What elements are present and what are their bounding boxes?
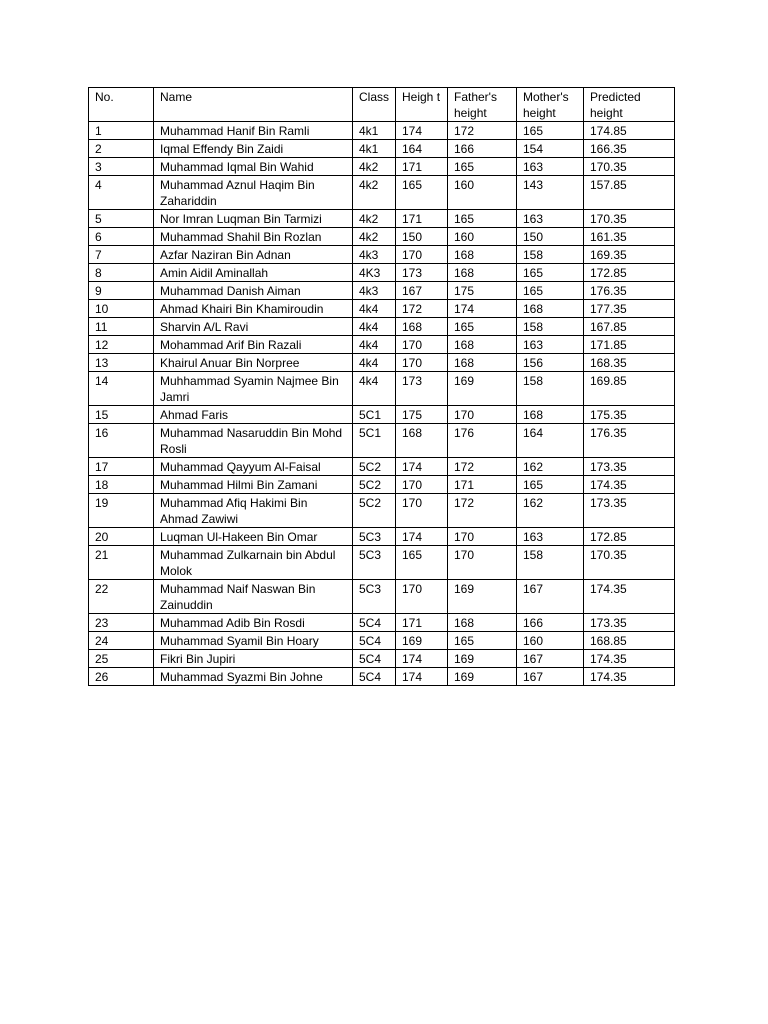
cell-class: 4k2 <box>353 210 396 228</box>
cell-class: 4k3 <box>353 246 396 264</box>
table-row <box>89 372 675 406</box>
cell-name: Muhammad Iqmal Bin Wahid <box>154 158 353 176</box>
cell-fathers-height: 169 <box>448 580 517 614</box>
cell-name: Mohammad Arif Bin Razali <box>154 336 353 354</box>
cell-height: 174 <box>396 650 448 668</box>
cell-no: 7 <box>89 246 154 264</box>
cell-mothers-height: 165 <box>517 282 584 300</box>
cell-class: 5C4 <box>353 614 396 632</box>
cell-mothers-height: 164 <box>517 424 584 458</box>
cell-predicted-height: 170.35 <box>584 210 675 228</box>
cell-predicted-height: 172.85 <box>584 264 675 282</box>
cell-class: 4k1 <box>353 122 396 140</box>
cell-class: 5C4 <box>353 632 396 650</box>
cell-mothers-height: 168 <box>517 406 584 424</box>
cell-no: 8 <box>89 264 154 282</box>
table-row <box>89 546 675 580</box>
header-no: No. <box>89 88 154 122</box>
table-row <box>89 246 675 264</box>
cell-no: 25 <box>89 650 154 668</box>
cell-no: 19 <box>89 494 154 528</box>
cell-class: 5C4 <box>353 668 396 686</box>
cell-name: Luqman Ul-Hakeen Bin Omar <box>154 528 353 546</box>
cell-class: 5C1 <box>353 424 396 458</box>
cell-height: 174 <box>396 458 448 476</box>
cell-predicted-height: 161.35 <box>584 228 675 246</box>
cell-predicted-height: 173.35 <box>584 458 675 476</box>
table-row <box>89 406 675 424</box>
cell-height: 172 <box>396 300 448 318</box>
cell-fathers-height: 160 <box>448 176 517 210</box>
cell-predicted-height: 174.35 <box>584 580 675 614</box>
cell-mothers-height: 168 <box>517 300 584 318</box>
cell-predicted-height: 172.85 <box>584 528 675 546</box>
cell-fathers-height: 169 <box>448 372 517 406</box>
cell-predicted-height: 168.85 <box>584 632 675 650</box>
header-predicted-height: Predicted height <box>584 88 675 122</box>
cell-no: 26 <box>89 668 154 686</box>
cell-mothers-height: 165 <box>517 264 584 282</box>
cell-height: 167 <box>396 282 448 300</box>
cell-name: Muhammad Hanif Bin Ramli <box>154 122 353 140</box>
cell-no: 21 <box>89 546 154 580</box>
cell-mothers-height: 158 <box>517 372 584 406</box>
cell-predicted-height: 169.35 <box>584 246 675 264</box>
header-height: Heigh t <box>396 88 448 122</box>
cell-name: Sharvin A/L Ravi <box>154 318 353 336</box>
cell-predicted-height: 176.35 <box>584 282 675 300</box>
cell-no: 3 <box>89 158 154 176</box>
cell-predicted-height: 177.35 <box>584 300 675 318</box>
cell-mothers-height: 154 <box>517 140 584 158</box>
student-height-table <box>88 87 675 686</box>
table-row <box>89 494 675 528</box>
cell-fathers-height: 165 <box>448 632 517 650</box>
cell-no: 10 <box>89 300 154 318</box>
cell-height: 168 <box>396 424 448 458</box>
cell-name: Muhammad Adib Bin Rosdi <box>154 614 353 632</box>
cell-fathers-height: 169 <box>448 668 517 686</box>
cell-no: 18 <box>89 476 154 494</box>
cell-predicted-height: 170.35 <box>584 158 675 176</box>
cell-fathers-height: 165 <box>448 158 517 176</box>
cell-mothers-height: 156 <box>517 354 584 372</box>
cell-height: 168 <box>396 318 448 336</box>
cell-fathers-height: 170 <box>448 406 517 424</box>
cell-name: Muhammad Shahil Bin Rozlan <box>154 228 353 246</box>
cell-predicted-height: 168.35 <box>584 354 675 372</box>
header-mothers-height: Mother's height <box>517 88 584 122</box>
table-row <box>89 614 675 632</box>
cell-mothers-height: 163 <box>517 158 584 176</box>
table-row <box>89 282 675 300</box>
header-class: Class <box>353 88 396 122</box>
cell-no: 20 <box>89 528 154 546</box>
cell-predicted-height: 175.35 <box>584 406 675 424</box>
cell-no: 12 <box>89 336 154 354</box>
cell-predicted-height: 171.85 <box>584 336 675 354</box>
cell-predicted-height: 166.35 <box>584 140 675 158</box>
cell-class: 4k2 <box>353 176 396 210</box>
cell-name: Muhammad Syazmi Bin Johne <box>154 668 353 686</box>
cell-name: Azfar Naziran Bin Adnan <box>154 246 353 264</box>
cell-name: Muhammad Zulkarnain bin Abdul Molok <box>154 546 353 580</box>
table-row <box>89 228 675 246</box>
cell-no: 1 <box>89 122 154 140</box>
cell-no: 2 <box>89 140 154 158</box>
header-fathers-height: Father's height <box>448 88 517 122</box>
cell-no: 4 <box>89 176 154 210</box>
cell-fathers-height: 170 <box>448 546 517 580</box>
cell-mothers-height: 163 <box>517 336 584 354</box>
cell-name: Amin Aidil Aminallah <box>154 264 353 282</box>
cell-class: 5C3 <box>353 546 396 580</box>
cell-predicted-height: 170.35 <box>584 546 675 580</box>
cell-predicted-height: 174.85 <box>584 122 675 140</box>
cell-name: Muhammad Hilmi Bin Zamani <box>154 476 353 494</box>
cell-name: Muhammad Qayyum Al-Faisal <box>154 458 353 476</box>
cell-fathers-height: 172 <box>448 494 517 528</box>
cell-no: 9 <box>89 282 154 300</box>
cell-name: Muhammad Aznul Haqim Bin Zahariddin <box>154 176 353 210</box>
cell-predicted-height: 174.35 <box>584 476 675 494</box>
cell-mothers-height: 166 <box>517 614 584 632</box>
cell-mothers-height: 150 <box>517 228 584 246</box>
cell-height: 170 <box>396 336 448 354</box>
table-row <box>89 668 675 686</box>
cell-no: 17 <box>89 458 154 476</box>
cell-height: 173 <box>396 264 448 282</box>
cell-no: 22 <box>89 580 154 614</box>
cell-predicted-height: 176.35 <box>584 424 675 458</box>
cell-fathers-height: 160 <box>448 228 517 246</box>
table-row <box>89 424 675 458</box>
cell-mothers-height: 162 <box>517 494 584 528</box>
cell-fathers-height: 176 <box>448 424 517 458</box>
cell-name: Khairul Anuar Bin Norpree <box>154 354 353 372</box>
cell-height: 170 <box>396 354 448 372</box>
cell-no: 6 <box>89 228 154 246</box>
cell-fathers-height: 168 <box>448 246 517 264</box>
cell-height: 170 <box>396 494 448 528</box>
cell-height: 174 <box>396 668 448 686</box>
cell-no: 14 <box>89 372 154 406</box>
cell-height: 169 <box>396 632 448 650</box>
table-row <box>89 650 675 668</box>
table-row <box>89 354 675 372</box>
header-name: Name <box>154 88 353 122</box>
cell-name: Muhhammad Syamin Najmee Bin Jamri <box>154 372 353 406</box>
cell-name: Iqmal Effendy Bin Zaidi <box>154 140 353 158</box>
cell-class: 4k2 <box>353 228 396 246</box>
cell-name: Muhammad Afiq Hakimi Bin Ahmad Zawiwi <box>154 494 353 528</box>
cell-class: 5C2 <box>353 476 396 494</box>
cell-class: 4k2 <box>353 158 396 176</box>
cell-name: Muhammad Syamil Bin Hoary <box>154 632 353 650</box>
cell-class: 5C3 <box>353 580 396 614</box>
table-row <box>89 264 675 282</box>
cell-fathers-height: 175 <box>448 282 517 300</box>
cell-mothers-height: 163 <box>517 210 584 228</box>
cell-class: 4k4 <box>353 336 396 354</box>
cell-name: Muhammad Danish Aiman <box>154 282 353 300</box>
cell-height: 174 <box>396 528 448 546</box>
cell-fathers-height: 172 <box>448 122 517 140</box>
table-row <box>89 318 675 336</box>
cell-height: 171 <box>396 210 448 228</box>
cell-fathers-height: 165 <box>448 210 517 228</box>
cell-fathers-height: 166 <box>448 140 517 158</box>
cell-name: Nor Imran Luqman Bin Tarmizi <box>154 210 353 228</box>
cell-fathers-height: 168 <box>448 336 517 354</box>
cell-fathers-height: 165 <box>448 318 517 336</box>
cell-class: 4k4 <box>353 318 396 336</box>
cell-height: 150 <box>396 228 448 246</box>
cell-mothers-height: 167 <box>517 650 584 668</box>
table-row <box>89 632 675 650</box>
cell-height: 174 <box>396 122 448 140</box>
cell-class: 4k4 <box>353 354 396 372</box>
cell-predicted-height: 157.85 <box>584 176 675 210</box>
cell-class: 4K3 <box>353 264 396 282</box>
cell-name: Muhammad Naif Naswan Bin Zainuddin <box>154 580 353 614</box>
cell-name: Fikri Bin Jupiri <box>154 650 353 668</box>
cell-height: 171 <box>396 614 448 632</box>
table-row <box>89 458 675 476</box>
cell-no: 13 <box>89 354 154 372</box>
cell-class: 4k4 <box>353 372 396 406</box>
cell-class: 4k4 <box>353 300 396 318</box>
cell-height: 164 <box>396 140 448 158</box>
cell-mothers-height: 167 <box>517 668 584 686</box>
cell-class: 5C2 <box>353 494 396 528</box>
cell-height: 170 <box>396 246 448 264</box>
table-row <box>89 210 675 228</box>
cell-fathers-height: 168 <box>448 614 517 632</box>
cell-mothers-height: 167 <box>517 580 584 614</box>
cell-no: 11 <box>89 318 154 336</box>
cell-mothers-height: 165 <box>517 122 584 140</box>
table-row <box>89 476 675 494</box>
cell-fathers-height: 168 <box>448 354 517 372</box>
cell-fathers-height: 171 <box>448 476 517 494</box>
cell-name: Ahmad Faris <box>154 406 353 424</box>
cell-mothers-height: 143 <box>517 176 584 210</box>
cell-fathers-height: 169 <box>448 650 517 668</box>
table-row <box>89 300 675 318</box>
cell-predicted-height: 174.35 <box>584 668 675 686</box>
table-row <box>89 140 675 158</box>
cell-predicted-height: 174.35 <box>584 650 675 668</box>
cell-height: 170 <box>396 580 448 614</box>
cell-mothers-height: 163 <box>517 528 584 546</box>
cell-height: 175 <box>396 406 448 424</box>
cell-height: 173 <box>396 372 448 406</box>
cell-class: 5C4 <box>353 650 396 668</box>
table-row <box>89 580 675 614</box>
cell-mothers-height: 162 <box>517 458 584 476</box>
cell-predicted-height: 173.35 <box>584 614 675 632</box>
table-row <box>89 176 675 210</box>
cell-predicted-height: 169.85 <box>584 372 675 406</box>
cell-height: 171 <box>396 158 448 176</box>
cell-fathers-height: 168 <box>448 264 517 282</box>
cell-class: 5C2 <box>353 458 396 476</box>
cell-no: 23 <box>89 614 154 632</box>
cell-name: Muhammad Nasaruddin Bin Mohd Rosli <box>154 424 353 458</box>
cell-name: Ahmad Khairi Bin Khamiroudin <box>154 300 353 318</box>
cell-mothers-height: 165 <box>517 476 584 494</box>
cell-no: 24 <box>89 632 154 650</box>
cell-height: 165 <box>396 546 448 580</box>
cell-fathers-height: 174 <box>448 300 517 318</box>
cell-class: 4k1 <box>353 140 396 158</box>
table-header-row <box>89 88 675 122</box>
cell-class: 5C1 <box>353 406 396 424</box>
cell-predicted-height: 173.35 <box>584 494 675 528</box>
table-row <box>89 122 675 140</box>
cell-height: 170 <box>396 476 448 494</box>
cell-no: 16 <box>89 424 154 458</box>
cell-no: 15 <box>89 406 154 424</box>
cell-fathers-height: 172 <box>448 458 517 476</box>
cell-fathers-height: 170 <box>448 528 517 546</box>
table-row <box>89 528 675 546</box>
cell-no: 5 <box>89 210 154 228</box>
cell-mothers-height: 158 <box>517 246 584 264</box>
cell-height: 165 <box>396 176 448 210</box>
cell-mothers-height: 158 <box>517 546 584 580</box>
table-body <box>89 122 675 686</box>
cell-class: 5C3 <box>353 528 396 546</box>
cell-class: 4k3 <box>353 282 396 300</box>
table-row <box>89 158 675 176</box>
cell-mothers-height: 158 <box>517 318 584 336</box>
table-row <box>89 336 675 354</box>
cell-mothers-height: 160 <box>517 632 584 650</box>
cell-predicted-height: 167.85 <box>584 318 675 336</box>
